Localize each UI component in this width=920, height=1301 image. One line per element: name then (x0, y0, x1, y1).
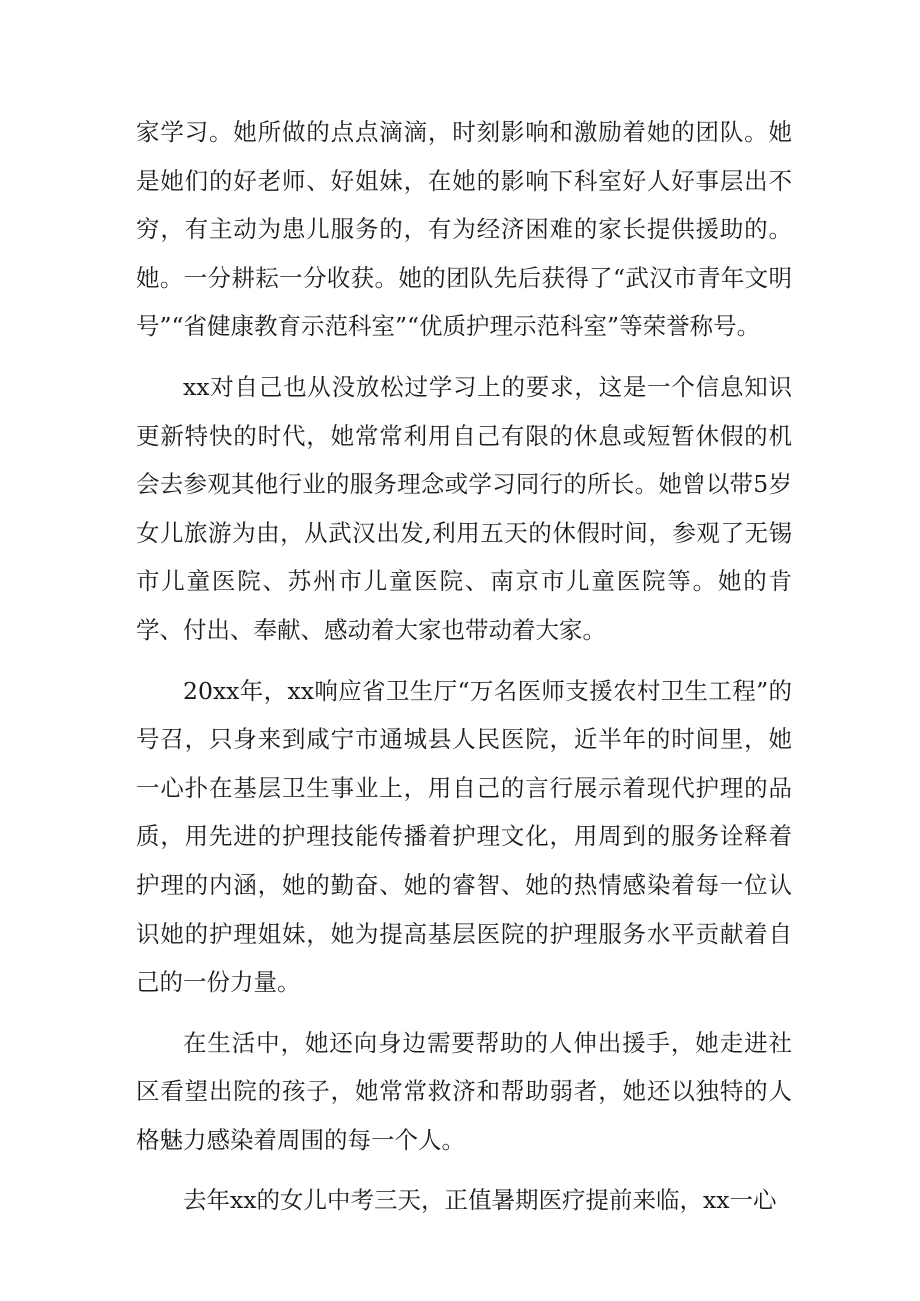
paragraph-3: 20xx年，xx响应省卫生厅“万名医师支援农村卫生工程”的号召，只身来到咸宁市通城县人民医院，近半年的时间里，她一心扑在基层卫生事业上，用自己的言行展示着现代护理的品质，用先进的护理技能传播着护理文化，用周到的服务诠释着护理的内涵，她的勤奋、她的睿智、她的热情感染着每一位认识她的护理姐妹，她为提高基层医院的护理服务水平贡献着自己的一份力量。 (136, 676, 792, 997)
paragraph-5: 去年xx的女儿中考三天，正值暑期医疗提前来临，xx一心 (183, 1186, 777, 1215)
document-body (136, 108, 792, 1237)
paragraph-2: xx对自己也从没放松过学习上的要求，这是一个信息知识更新特快的时代，她常常利用自己有限的休息或短暂休假的机会去参观其他行业的服务理念或学习同行的所长。她曾以带5岁女儿旅游为由，从武汉出发,利用五天的休假时间，参观了无锡市儿童医院、苏州市儿童医院、南京市儿童医院等。她的肯学、付出、奉献、感动着大家也带动着大家。 (136, 372, 792, 644)
paragraph-1: 家学习。她所做的点点滴滴，时刻影响和激励着她的团队。她是她们的好老师、好姐妹，在她的影响下科室好人好事层出不穷，有主动为患儿服务的，有为经济困难的家长提供援助的。她。一分耕耘一分收获。她的团队先后获得了“武汉市青年文明号”“省健康教育示范科室”“优质护理示范科室”等荣誉称号。 (136, 118, 792, 341)
paragraph-4: 在生活中，她还向身边需要帮助的人伸出援手，她走进社区看望出院的孩子，她常常救济和帮助弱者，她还以独特的人格魅力感染着周围的每一个人。 (136, 1028, 792, 1154)
